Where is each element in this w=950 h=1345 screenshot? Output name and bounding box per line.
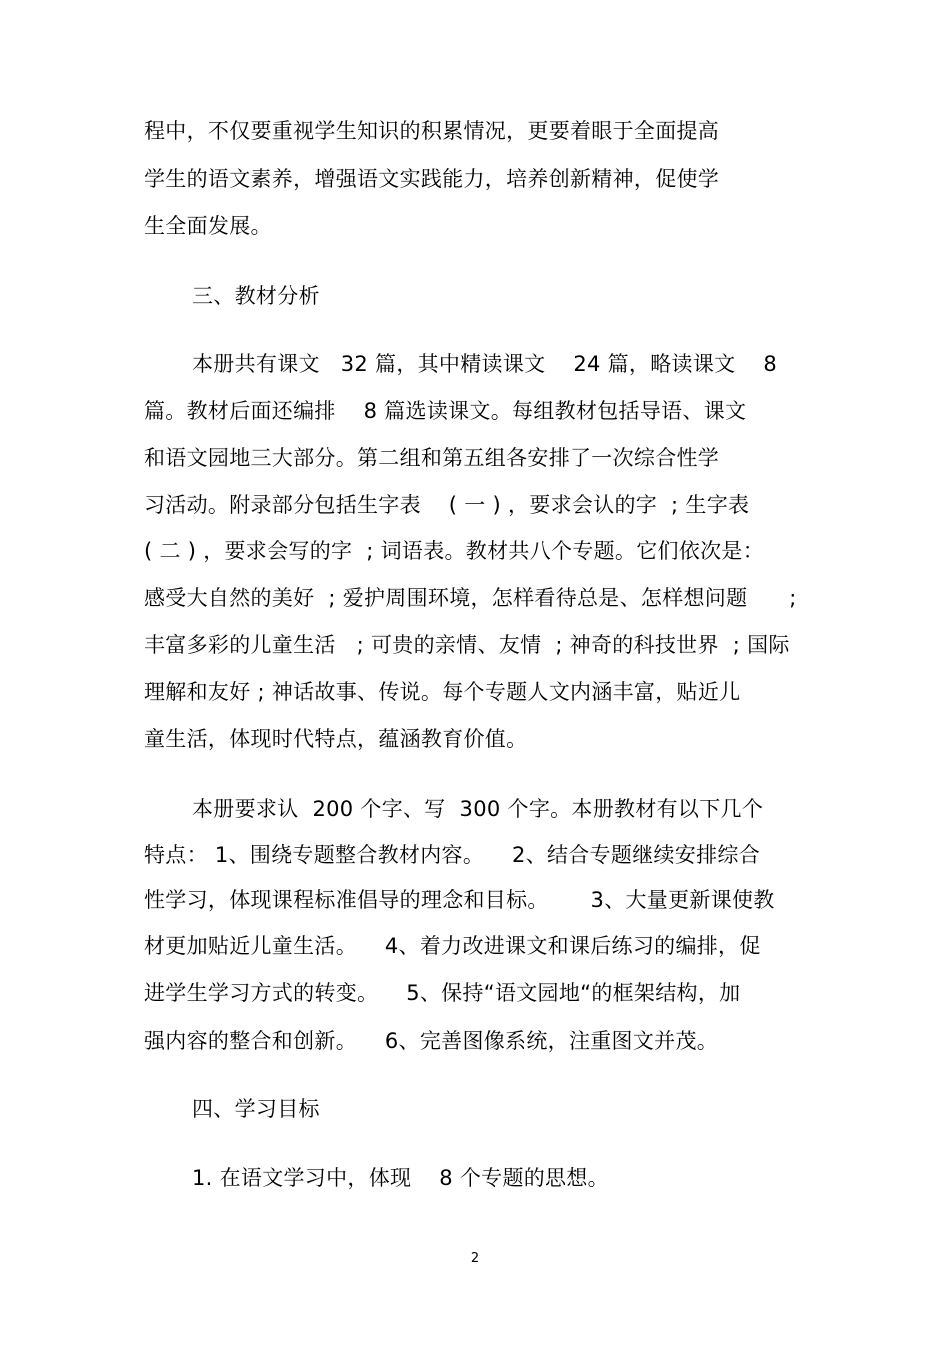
text-line: 本册共有课文 32 篇，其中精读课文 24 篇，略读课文 8 [192, 352, 777, 376]
text-line: 和语文园地三大部分。第二组和第五组各安排了一次综合性学 [144, 446, 720, 470]
text-line: 感受大自然的美好 ; 爱护周围环境，怎样看待总是、怎样想问题 ; [144, 586, 797, 610]
section-heading: 三、教材分析 [192, 284, 320, 308]
text-line: 丰富多彩的儿童生活 ; 可贵的亲情、友情 ; 神奇的科技世界 ; 国际 [144, 633, 790, 657]
text-line: 材更加贴近儿童生活。 4、着力改进课文和课后练习的编排，促 [144, 934, 761, 958]
text-line: 理解和友好 ; 神话故事、传说。每个专题人文内涵丰富，贴近儿 [144, 680, 741, 704]
text-line: 特点： 1、围绕专题整合教材内容。 2、结合专题继续安排综合 [144, 843, 760, 867]
text-line: 童生活，体现时代特点，蕴涵教育价值。 [144, 727, 528, 751]
text-line: 性学习，体现课程标准倡导的理念和目标。 3、大量更新课使教 [144, 888, 775, 912]
text-line: 学生的语文素养，增强语文实践能力，培养创新精神，促使学 [144, 167, 720, 191]
text-line: 1. 在语文学习中，体现 8 个专题的思想。 [192, 1166, 609, 1190]
text-line: 篇。教材后面还编排 8 篇选读课文。每组教材包括导语、课文 [144, 399, 747, 423]
page-number: 2 [470, 1251, 480, 1266]
text-line: 本册要求认 200 个字、写 300 个字。本册教材有以下几个 [192, 797, 764, 821]
section-heading: 四、学习目标 [192, 1097, 320, 1121]
text-line: 强内容的整合和创新。 6、完善图像系统，注重图文并茂。 [144, 1029, 719, 1053]
text-line: 进学生学习方式的转变。 5、保持“语文园地“的框架结构，加 [144, 981, 741, 1005]
text-line: 习活动。附录部分包括生字表 ( 一 ) ，要求会认的字 ; 生字表 [144, 493, 750, 517]
text-line: 生全面发展。 [144, 214, 272, 238]
text-line: ( 二 ) ，要求会写的字 ; 词语表。教材共八个专题。它们依次是： [144, 539, 765, 563]
text-line: 程中，不仅要重视学生知识的积累情况，更要着眼于全面提高 [144, 119, 720, 143]
